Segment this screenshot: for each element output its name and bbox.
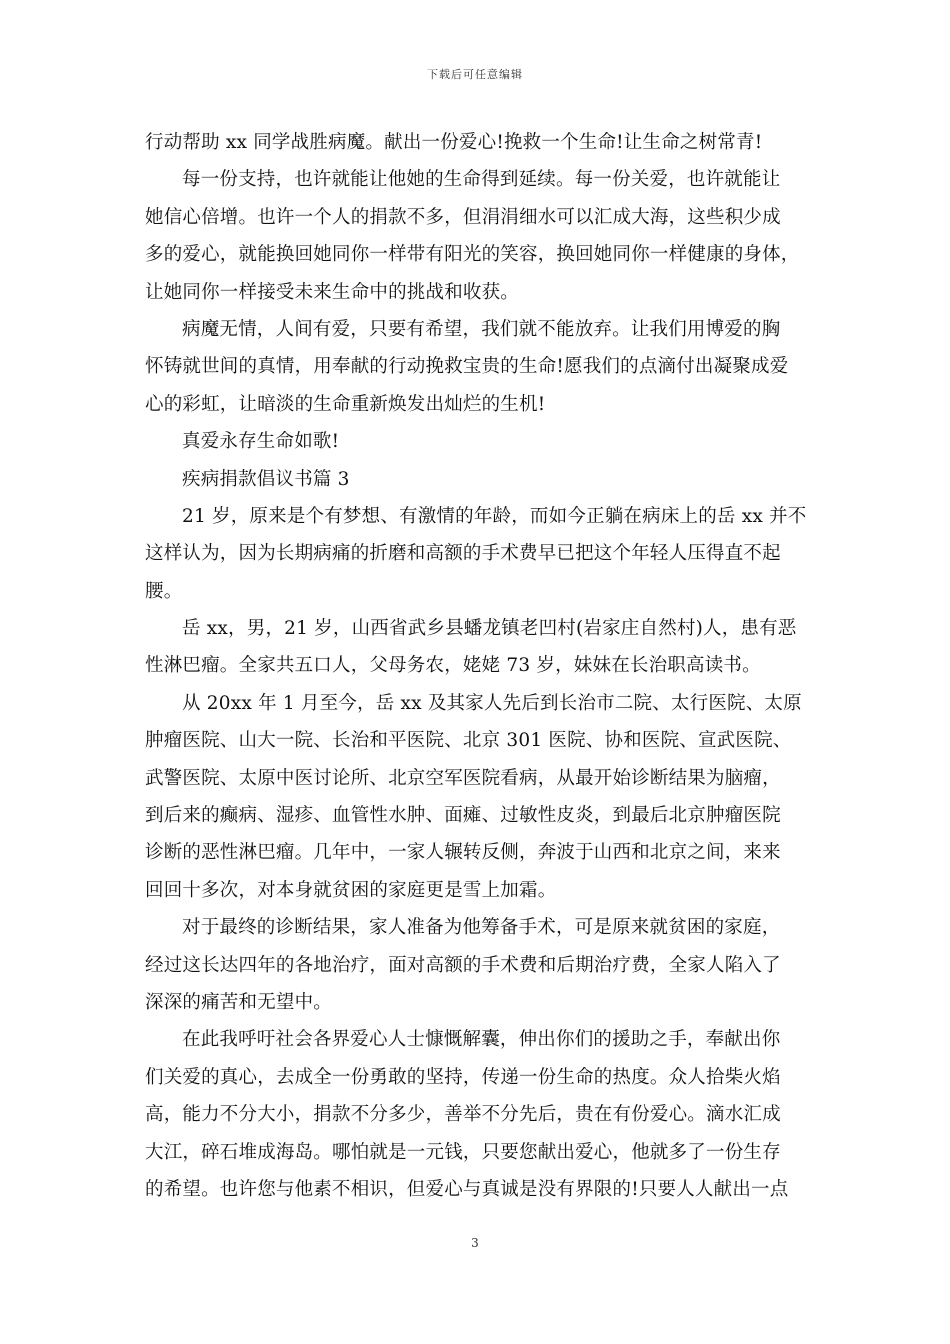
text-line: 对于最终的诊断结果，家人准备为他筹备手术，可是原来就贫困的家庭， bbox=[182, 917, 781, 939]
document-body bbox=[145, 124, 813, 1208]
text-line: 高，能力不分大小，捐款不分多少，善举不分先后，贵在有份爱心。滴水汇成 bbox=[145, 1104, 781, 1126]
text-line: 腰。 bbox=[145, 580, 183, 602]
text-line: 行动帮助 xx 同学战胜病魔。献出一份爱心!挽救一个生命!让生命之树常青! bbox=[145, 132, 763, 153]
text-line: 经过这长达四年的各地治疗，面对高额的手术费和后期治疗费，全家人陷入了 bbox=[145, 954, 781, 976]
text-line: 她信心倍增。也许一个人的捐款不多，但涓涓细水可以汇成大海，这些积少成 bbox=[145, 206, 781, 228]
text-line: 在此我呼吁社会各界爱心人士慷慨解囊，伸出你们的援助之手，奉献出你 bbox=[182, 1029, 781, 1051]
page-header: 下载后可任意编辑 bbox=[427, 68, 523, 81]
text-line: 多的爱心，就能换回她同你一样带有阳光的笑容，换回她同你一样健康的身体， bbox=[145, 244, 800, 266]
text-line: 大江，碎石堆成海岛。哪怕就是一元钱，只要您献出爱心，他就多了一份生存 bbox=[145, 1141, 781, 1163]
text-line: 从 20xx 年 1 月至今，岳 xx 及其家人先后到长治市二院、太行医院、太原 bbox=[182, 692, 802, 714]
text-line: 武警医院、太原中医讨论所、北京空军医院看病，从最开始诊断结果为脑瘤， bbox=[145, 767, 781, 789]
text-line: 诊断的恶性淋巴瘤。几年中，一家人辗转反侧，奔波于山西和北京之间，来来 bbox=[145, 842, 781, 864]
text-line: 让她同你一样接受未来生命中的挑战和收获。 bbox=[145, 281, 520, 303]
text-line: 岳 xx，男，21 岁，山西省武乡县蟠龙镇老凹村(岩家庄自然村)人，患有恶 bbox=[182, 618, 797, 640]
text-line: 病魔无情，人间有爱，只要有希望，我们就不能放弃。让我们用博爱的胸 bbox=[182, 318, 781, 340]
page-number: 3 bbox=[471, 1236, 479, 1250]
text-line: 21 岁，原来是个有梦想、有激情的年龄，而如今正躺在病床上的岳 xx 并不 bbox=[182, 505, 807, 527]
text-line: 真爱永存生命如歌! bbox=[182, 431, 340, 453]
text-line: 肿瘤医院、山大一院、长治和平医院、北京 301 医院、协和医院、宣武医院、 bbox=[145, 730, 792, 752]
text-line: 回回十多次，对本身就贫困的家庭更是雪上加霜。 bbox=[145, 879, 557, 901]
text-line: 疾病捐款倡议书篇 3 bbox=[182, 468, 350, 490]
text-line: 心的彩虹，让暗淡的生命重新焕发出灿烂的生机! bbox=[145, 393, 546, 415]
text-line: 们关爱的真心，去成全一份勇敢的坚持，传递一份生命的热度。众人拾柴火焰 bbox=[145, 1066, 781, 1088]
text-line: 这样认为，因为长期病痛的折磨和高额的手术费早已把这个年轻人压得直不起 bbox=[145, 543, 781, 565]
text-line: 到后来的癫病、湿疹、血管性水肿、面瘫、过敏性皮炎，到最后北京肿瘤医院 bbox=[145, 805, 781, 827]
text-line: 深深的痛苦和无望中。 bbox=[145, 991, 333, 1013]
text-line: 性淋巴瘤。全家共五口人，父母务农，姥姥 73 岁，妹妹在长治职高读书。 bbox=[145, 655, 761, 677]
text-line: 的希望。也许您与他素不相识，但爱心与真诚是没有界限的!只要人人献出一点 bbox=[145, 1178, 789, 1200]
text-line: 每一份支持，也许就能让他她的生命得到延续。每一份关爱，也许就能让 bbox=[182, 169, 781, 191]
text-line: 怀铸就世间的真情，用奉献的行动挽救宝贵的生命!愿我们的点滴付出凝聚成爱 bbox=[145, 356, 789, 378]
